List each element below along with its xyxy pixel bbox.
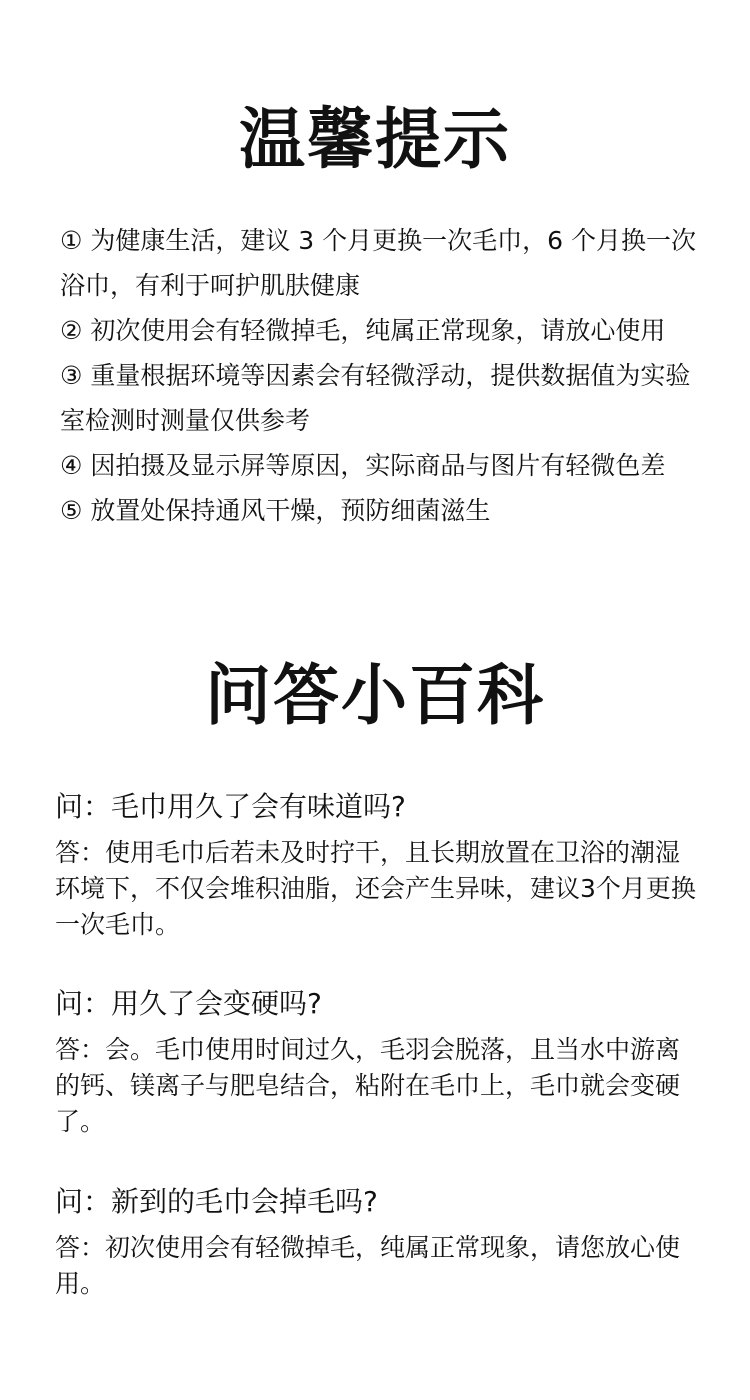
faq-item-3 [55,1182,700,1302]
faq-question-2: 问：用久了会变硬吗? [55,987,322,1020]
faq-answer-1: 答：使用毛巾后若未及时拧干，且长期放置在卫浴的潮湿环境下，不仅会堆积油脂，还会产生异味，建议3个月更换一次毛巾。 [55,838,696,939]
faq-question-3: 问：新到的毛巾会掉毛吗? [55,1185,378,1218]
tip-item-3: ③ 重量根据环境等因素会有轻微浮动，提供数据值为实验室检测时测量仅供参考 [60,361,691,435]
tip-item-5: ⑤ 放置处保持通风干燥，预防细菌滋生 [60,496,491,525]
faq-item-2 [55,984,700,1140]
faq-title: 问答小百科 [205,657,545,734]
faq-answer-2: 答：会。毛巾使用时间过久，毛羽会脱落，且当水中游离的钙、镁离子与肥皂结合，粘附在毛巾上，毛巾就会变硬了。 [55,1035,681,1136]
tips-list [60,218,700,533]
faq-question-1: 问：毛巾用久了会有味道吗? [55,790,406,823]
faq-item-1 [55,787,700,943]
faq-answer-3: 答：初次使用会有轻微掉毛，纯属正常现象，请您放心使用。 [55,1233,681,1298]
tip-item-1: ① 为健康生活，建议 3 个月更换一次毛巾，6 个月换一次浴巾，有利于呵护肌肤健康 [60,226,697,300]
tips-title: 温馨提示 [239,101,511,178]
tip-item-2: ② 初次使用会有轻微掉毛，纯属正常现象，请放心使用 [60,316,666,345]
tip-item-4: ④ 因拍摄及显示屏等原因，实际商品与图片有轻微色差 [60,451,666,480]
